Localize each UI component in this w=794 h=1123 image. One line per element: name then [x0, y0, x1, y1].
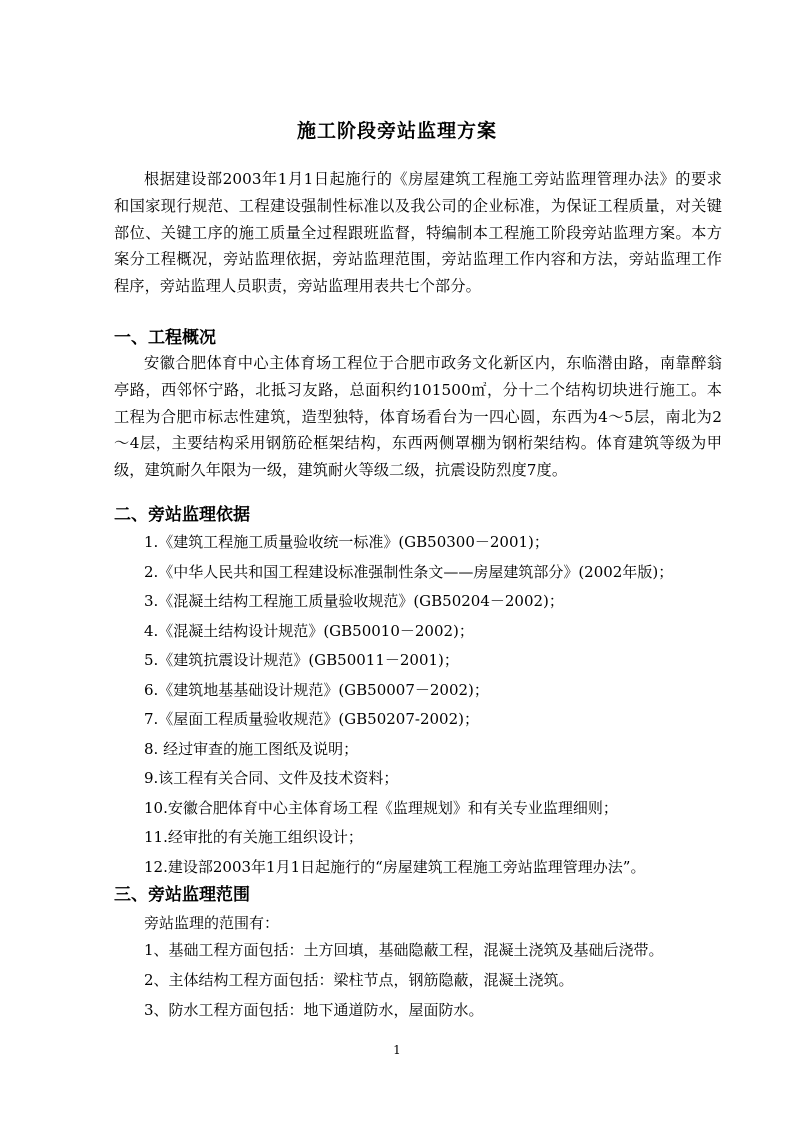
list-item: 3.《混凝土结构工程施工质量验收规范》(GB50204－2002)； — [144, 592, 564, 610]
page-number: 1 — [393, 1043, 401, 1057]
list-item: 10.安徽合肥体育中心主体育场工程《监理规划》和有关专业监理细则； — [144, 798, 618, 817]
section-1-heading: 一、工程概况 — [114, 328, 216, 348]
basis-list — [144, 528, 734, 882]
list-item: 8. 经过审查的施工图纸及说明； — [144, 739, 359, 758]
list-item: 2.《中华人民共和国工程建设标准强制性条文——房屋建筑部分》(2002年版)； — [144, 562, 674, 581]
list-item: 12.建设部2003年1月1日起施行的“房屋建筑工程施工旁站监理管理办法”。 — [144, 857, 646, 876]
list-item: 6.《建筑地基基础设计规范》(GB50007－2002)； — [144, 680, 489, 699]
list-item: 7.《屋面工程质量验收规范》(GB50207-2002)； — [144, 710, 479, 728]
list-item: 4.《混凝土结构设计规范》(GB50010－2002)； — [144, 621, 474, 640]
list-item: 1、基础工程方面包括：土方回填，基础隐蔽工程，混凝土浇筑及基础后浇带。 — [144, 941, 664, 959]
section-3-lead: 旁站监理的范围有： — [144, 914, 280, 932]
list-item: 11.经审批的有关施工组织设计； — [144, 828, 363, 846]
list-item: 2、主体结构工程方面包括：梁柱节点，钢筋隐蔽，混凝土浇筑。 — [144, 970, 574, 989]
section-1-body: 安徽合肥体育中心主体育场工程位于合肥市政务文化新区内，东临潜由路，南靠醉翁亭路，西邻怀宁路，北抵习友路，总面积约101500㎡，分十二个结构切块进行施工。本工程为合肥市标志性建筑，造型独特，体育场看台为一四心圆，东西为4～5层，南北为2～4层，主要结构采用钢筋砼框架结构，东西两侧罩棚为钢桁架结构。体育建筑等级为甲级，建筑耐久年限为一级，建筑耐火等级二级，抗震设防烈度7度。 — [114, 354, 722, 480]
section-2-heading: 二、旁站监理依据 — [114, 505, 250, 525]
scope-list — [144, 936, 734, 1025]
list-item: 9.该工程有关合同、文件及技术资料； — [144, 769, 399, 787]
list-item: 1.《建筑工程施工质量验收统一标准》(GB50300－2001)； — [144, 533, 549, 551]
section-3-heading: 三、旁站监理范围 — [114, 885, 250, 905]
document-title: 施工阶段旁站监理方案 — [296, 120, 497, 142]
intro-paragraph: 根据建设部2003年1月1日起施行的《房屋建筑工程施工旁站监理管理办法》的要求和国家现行规范、工程建设强制性标准以及我公司的企业标准，为保证工程质量，对关键部位、关键工序的施工质量全过程跟班监督，特编制本工程施工阶段旁站监理方案。本方案分工程概况，旁站监理依据，旁站监理范围，旁站监理工作内容和方法，旁站监理工作程序，旁站监理人员职责，旁站监理用表共七个部分。 — [114, 170, 722, 296]
list-item: 5.《建筑抗震设计规范》(GB50011－2001)； — [144, 651, 459, 669]
list-item: 3、防水工程方面包括：地下通道防水，屋面防水。 — [144, 1000, 484, 1019]
